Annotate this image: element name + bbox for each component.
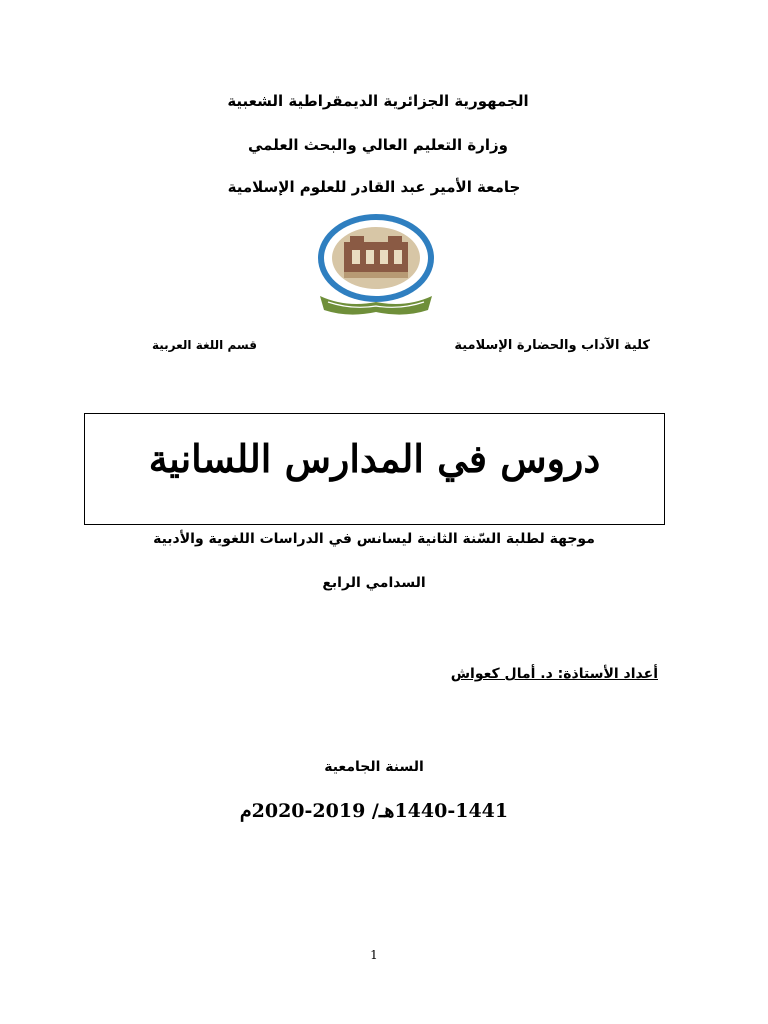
department-name: قسم اللغة العربية [152,338,257,352]
university-heading: جامعة الأمير عبد القادر للعلوم الإسلامية [227,178,521,196]
republic-heading: الجمهورية الجزائرية الديمقراطية الشعبية [227,92,529,110]
faculty-name: كلية الآداب والحضارة الإسلامية [454,338,650,353]
academic-year-value: 1440-1441هـ/ 2019-2020م [239,800,509,822]
academic-year-label: السنة الجامعية [324,759,424,775]
page-number: 1 [370,948,378,962]
prepared-by-line: أعداد الأستاذة: د. أمال كعواش [450,666,658,682]
ministry-heading: وزارة التعليم العالي والبحث العلمي [247,136,509,154]
course-title: دروس في المدارس اللسانية [148,436,601,481]
audience-line: موجهة لطلبة السّنة الثانية ليسانس في الدراسات اللغوية والأدبية [153,531,595,547]
semester-line: السدامي الرابع [322,575,426,591]
title-box [84,413,665,525]
university-seal-icon [306,212,446,324]
